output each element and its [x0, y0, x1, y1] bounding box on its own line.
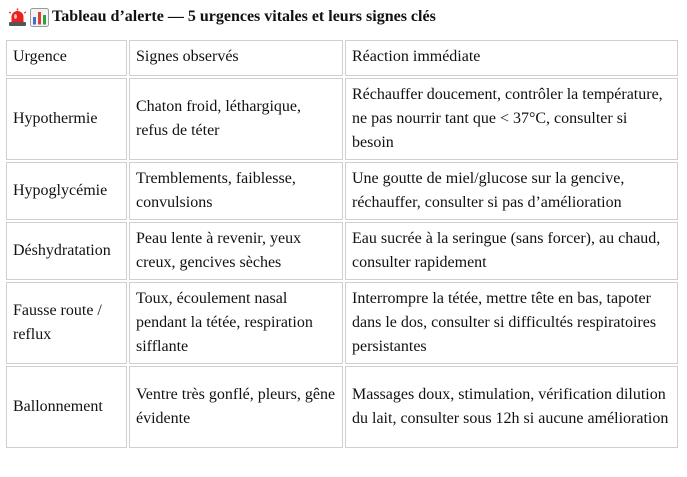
table-row — [6, 162, 678, 220]
cell-reaction: Eau sucrée à la seringue (sans forcer), au chaud, consulter rapidement — [345, 222, 678, 280]
table-row — [6, 366, 678, 448]
bar-chart-icon — [30, 8, 49, 27]
cell-signes: Toux, écoulement nasal pendant la tétée, respiration sifflante — [129, 282, 343, 364]
cell-urgence: Ballonnement — [6, 366, 127, 448]
table-header-row — [6, 40, 678, 76]
cell-reaction: Une goutte de miel/glucose sur la gencive, réchauffer, consulter si pas d’amélioration — [345, 162, 678, 220]
cell-urgence: Hypoglycémie — [6, 162, 127, 220]
siren-icon — [8, 8, 27, 27]
column-header-reaction: Réaction immédiate — [345, 40, 678, 76]
cell-signes: Peau lente à revenir, yeux creux, gencives sèches — [129, 222, 343, 280]
cell-urgence: Déshydratation — [6, 222, 127, 280]
cell-signes: Ventre très gonflé, pleurs, gêne évidente — [129, 366, 343, 448]
table-row — [6, 222, 678, 280]
alert-table — [4, 38, 680, 450]
cell-reaction: Massages doux, stimulation, vérification dilution du lait, consulter sous 12h si aucune amélioration — [345, 366, 678, 448]
column-header-signes: Signes observés — [129, 40, 343, 76]
table-row — [6, 282, 678, 364]
cell-urgence: Fausse route / reflux — [6, 282, 127, 364]
cell-signes: Chaton froid, léthargique, refus de téter — [129, 78, 343, 160]
cell-urgence: Hypothermie — [6, 78, 127, 160]
column-header-urgence: Urgence — [6, 40, 127, 76]
title-text: Tableau d’alerte — 5 urgences vitales et leurs signes clés — [52, 8, 436, 25]
cell-reaction: Interrompre la tétée, mettre tête en bas, tapoter dans le dos, consulter si difficultés respiratoires persistantes — [345, 282, 678, 364]
table-row — [6, 78, 678, 160]
cell-signes: Tremblements, faiblesse, convulsions — [129, 162, 343, 220]
cell-reaction: Réchauffer doucement, contrôler la température, ne pas nourrir tant que < 37°C, consulter si besoin — [345, 78, 678, 160]
page-title — [8, 6, 436, 28]
